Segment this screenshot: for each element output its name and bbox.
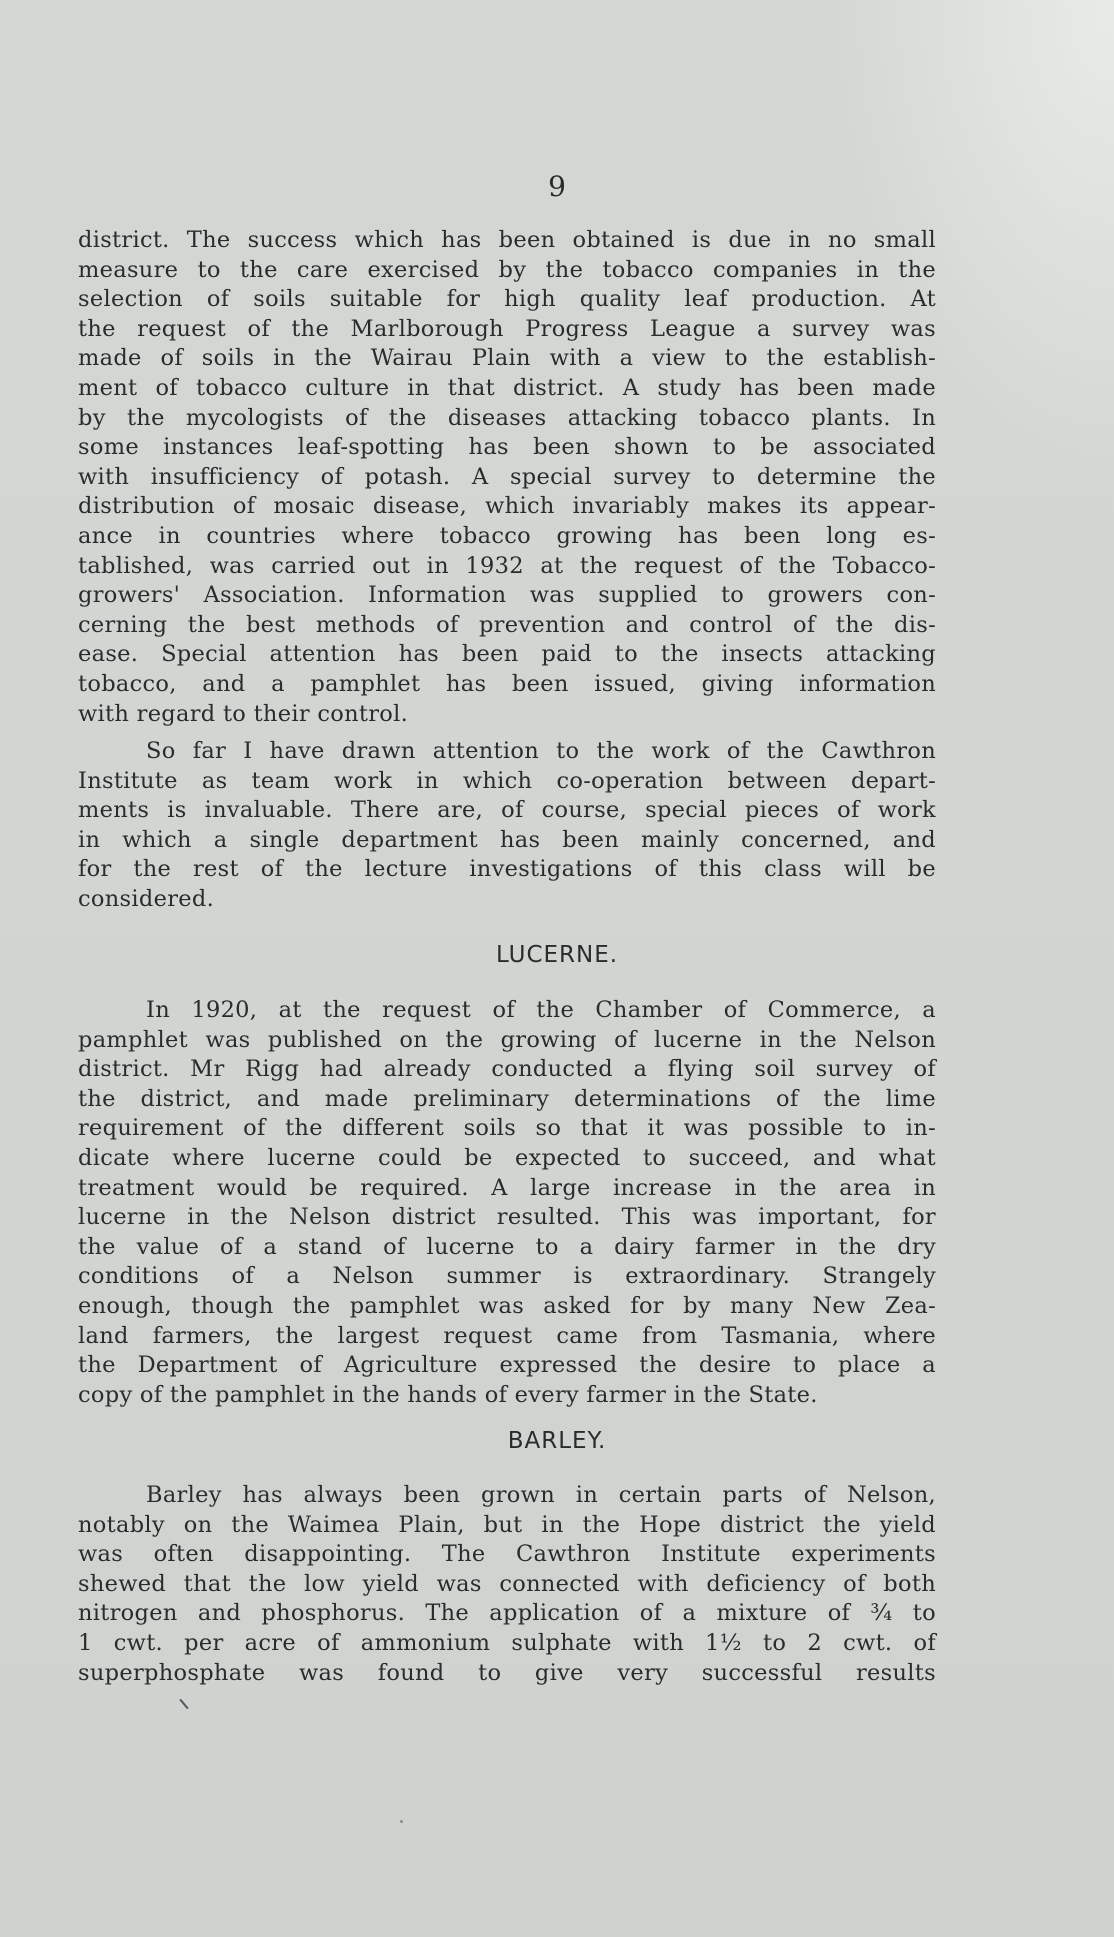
text-line: notably on the Waimea Plain, but in the Hope district the yield	[78, 1511, 936, 1538]
text-line: with regard to their control.	[78, 700, 409, 727]
text-line: So far I have drawn attention to the work of the Cawthron	[146, 738, 936, 764]
text-line: considered.	[78, 885, 215, 912]
text-line: measure to the care exercised by the tobacco companies in the	[78, 256, 936, 283]
text-line: made of soils in the Wairau Plain with a view to the establish-	[78, 345, 936, 372]
text-line: 1 cwt. per acre of ammonium sulphate with 1½ to 2 cwt. of	[78, 1629, 936, 1656]
paragraph-team-work	[78, 737, 936, 915]
text-line: dicate where lucerne could be expected to succeed, and what	[78, 1144, 936, 1171]
text-line: ease. Special attention has been paid to the insects attacking	[78, 641, 936, 668]
text-line: shewed that the low yield was connected with deficiency of both	[78, 1570, 936, 1597]
text-line: pamphlet was published on the growing of lucerne in the Nelson	[78, 1026, 936, 1053]
text-line: for the rest of the lecture investigations of this class will be	[78, 856, 936, 883]
text-line: In 1920, at the request of the Chamber of Commerce, a	[146, 997, 936, 1023]
page-number: 9	[548, 170, 566, 203]
text-line: ance in countries where tobacco growing has been long es-	[78, 522, 936, 549]
text-line: selection of soils suitable for high quality leaf production. At	[78, 286, 936, 313]
text-line: distribution of mosaic disease, which invariably makes its appear-	[78, 493, 936, 520]
text-line: conditions of a Nelson summer is extraordinary. Strangely	[78, 1263, 936, 1290]
paragraph-barley	[78, 1481, 936, 1688]
text-line: by the mycologists of the diseases attacking tobacco plants. In	[78, 404, 936, 431]
text-line: the Department of Agriculture expressed the desire to place a	[78, 1352, 936, 1379]
text-line: ment of tobacco culture in that district. A study has been made	[78, 374, 936, 401]
text-line: the district, and made preliminary determinations of the lime	[78, 1085, 936, 1112]
paragraph-tobacco	[78, 226, 936, 729]
paragraph-lucerne	[78, 996, 936, 1410]
text-line: growers' Association. Information was supplied to growers con-	[78, 582, 936, 609]
text-line: was often disappointing. The Cawthron Institute experiments	[78, 1541, 936, 1568]
text-line: treatment would be required. A large increase in the area in	[78, 1174, 936, 1201]
text-line: requirement of the different soils so that it was possible to in-	[78, 1115, 936, 1142]
text-line: district. Mr Rigg had already conducted a flying soil survey of	[78, 1056, 936, 1083]
stray-ink-mark	[179, 1699, 188, 1709]
text-line: the request of the Marlborough Progress League a survey was	[78, 315, 936, 342]
text-line: some instances leaf-spotting has been shown to be associated	[78, 434, 936, 461]
text-line: enough, though the pamphlet was asked for by many New Zea-	[78, 1292, 936, 1319]
text-line: district. The success which has been obtained is due in no small	[78, 227, 936, 253]
text-line: tobacco, and a pamphlet has been issued, giving information	[78, 670, 936, 697]
text-line: with insufficiency of potash. A special survey to determine the	[78, 463, 936, 490]
text-line: tablished, was carried out in 1932 at the request of the Tobacco-	[78, 552, 936, 579]
text-line: nitrogen and phosphorus. The application of a mixture of ¾ to	[78, 1600, 936, 1627]
text-line: land farmers, the largest request came from Tasmania, where	[78, 1322, 936, 1349]
section-heading-barley: BARLEY.	[507, 1428, 607, 1454]
text-line: superphosphate was found to give very successful results	[78, 1659, 936, 1686]
text-line: ments is invaluable. There are, of course, special pieces of work	[78, 797, 936, 824]
text-line: the value of a stand of lucerne to a dairy farmer in the dry	[78, 1233, 936, 1260]
section-heading-lucerne: LUCERNE.	[495, 942, 619, 968]
text-line: Institute as team work in which co-operation between depart-	[78, 767, 936, 794]
text-line: cerning the best methods of prevention and control of the dis-	[78, 611, 936, 638]
text-line: Barley has always been grown in certain parts of Nelson,	[146, 1482, 936, 1508]
stray-dot-mark	[400, 1820, 403, 1823]
text-line: in which a single department has been mainly concerned, and	[78, 826, 936, 853]
text-line: copy of the pamphlet in the hands of every farmer in the State.	[78, 1381, 818, 1408]
text-line: lucerne in the Nelson district resulted. This was important, for	[78, 1204, 936, 1231]
